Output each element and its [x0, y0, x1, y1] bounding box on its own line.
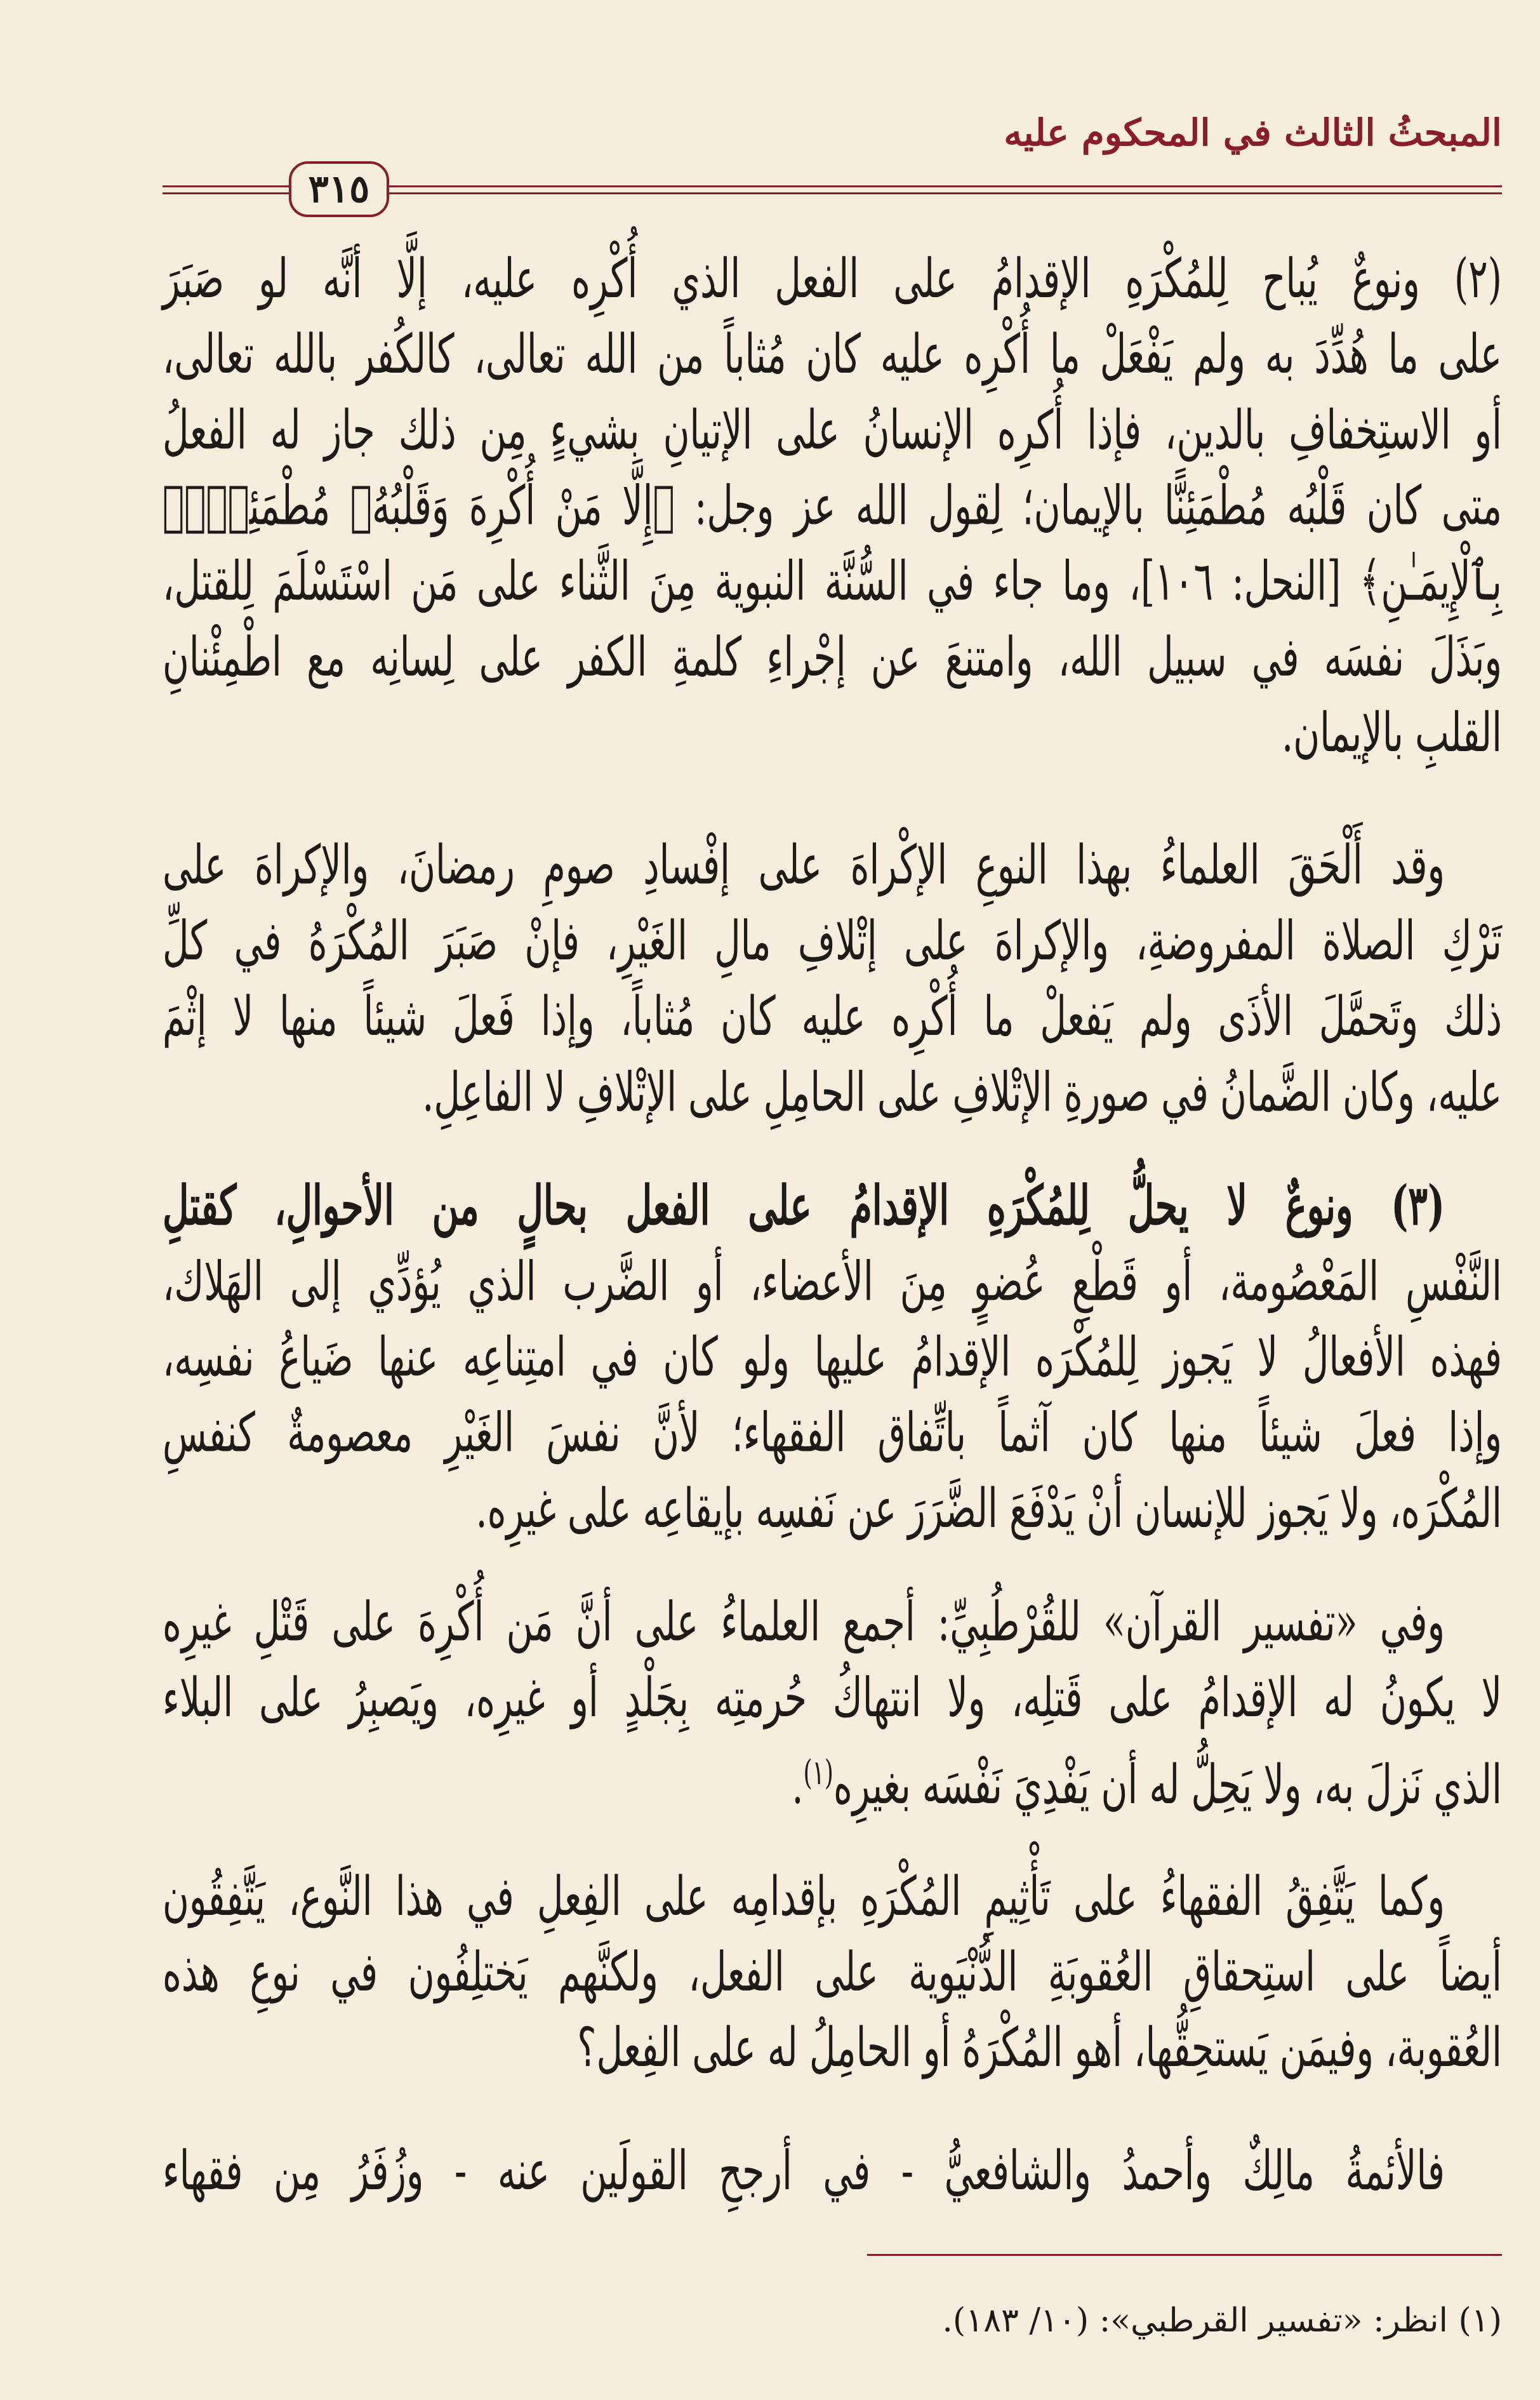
page-number: ٣١٥ [289, 161, 389, 217]
paragraph-line: أو الاستِخفافِ بالدين، فإذا أُكرِه الإنسانُ على الإتيانِ بشيءٍ مِن ذلك جاز له الفعلُ [163, 399, 1502, 462]
paragraph-line: عليه، وكان الضَّمانُ في صورةِ الإتْلافِ على الحامِلِ على الإتْلافِ لا الفاعِلِ. [422, 1061, 1502, 1124]
paragraph-line: (٣) ونوعٌ لا يحلُّ لِلمُكْرَهِ الإقدامُ على الفعل بحالٍ من الأحوالِ، كقتلِ [163, 1174, 1445, 1237]
paragraph-line: أيضاً على استِحقاقِ العُقوبَةِ الدُّنْيَوية على الفعل، ولكنَّهم يَختلِفُون في نوعِ هذه [163, 1941, 1502, 2004]
chapter-title: المبحثُ الثالث في المحكوم عليه [1004, 111, 1502, 154]
paragraph-line: (٢) ونوعٌ يُباح لِلمُكْرَهِ الإقدامُ على الفعل الذي أُكْرِه عليه، إلَّا أنَّه لو صَبَرَ [163, 248, 1502, 310]
footnote: (١) انظر: «تفسير القرطبي»: (١٠/ ١٨٣). [942, 2302, 1502, 2340]
paragraph-line: متى كان قَلْبُه مُطْمَئِنًّا بالإيمان؛ لِقول الله عز وجل: ﴿إِلَّا مَنْ أُكْرِهَ وَقَلْبُهُۥ مُطْمَئِنٌّۢ [163, 475, 1502, 538]
paragraph-line: وفي «تفسير القرآن» للقُرْطُبِيِّ: أجمع العلماءُ على أنَّ مَن أُكْرِهَ على قَتْلِ غيرِه [163, 1591, 1445, 1654]
paragraph-line: على ما هُدِّدَ به ولم يَفْعَلْ ما أُكْرِه عليه كان مُثاباً من الله تعالى، كالكُفر بالله تعالى، [163, 323, 1502, 386]
paragraph-line: النَّفْسِ المَعْصُومة، أو قَطْعِ عُضوٍ مِنَ الأعضاء، أو الضَّرب الذي يُؤدِّي إلى الهَلاك، [163, 1250, 1502, 1314]
footnote-separator [867, 2254, 1502, 2256]
paragraph-line: ذلك وتَحمَّلَ الأذَى ولم يَفعلْ ما أُكْرِه عليه كان مُثاباً، وإذا فَعلَ شيئاً منها لا إثْمَ [163, 985, 1502, 1048]
paragraph-line: فهذه الأفعالُ لا يَجوز لِلمُكْرَه الإقدامُ عليها ولو كان في امتِناعِه عنها ضَياعُ نفسِه، [163, 1326, 1502, 1389]
paragraph-line: المُكْرَه، ولا يَجوز للإنسان أنْ يَدْفَعَ الضَّرَرَ عن نَفسِه بإيقاعِه على غيرِه. [475, 1477, 1502, 1540]
paragraph-line: تَرْكِ الصلاة المفروضةِ، والإكراهَ على إتْلافِ مالِ الغَيْرِ، فإنْ صَبَرَ المُكْرَهُ في كلِّ [163, 910, 1502, 973]
paragraph-line: وكما يَتَّفِقُ الفقهاءُ على تَأْثِيمِ المُكْرَهِ بإقدامِه على الفِعلِ في هذا النَّوع، يَتَّفِقُون [163, 1865, 1445, 1928]
paragraph-line: فالأئمةُ مالِكٌ وأحمدُ والشافعيُّ - في أرجحِ القولَين عنه - وزُفَرُ مِن فقهاء [163, 2140, 1445, 2203]
footnote-marker[interactable]: (١) [803, 1754, 833, 1793]
paragraph-line: العُقوبة، وفيمَن يَستحِقُّها، أهو المُكْرَهُ أو الحامِلُ له على الفِعل؟ [577, 2017, 1502, 2080]
paragraph-line-text: الذي نَزلَ به، ولا يَحِلُّ له أن يَفْدِيَ نَفْسَه بغيرِه [833, 1754, 1502, 1817]
paragraph-line: وإذا فعلَ شيئاً منها كان آثماً باتِّفاق الفقهاء؛ لأنَّ نفسَ الغَيْرِ معصومةٌ كنفسِ [163, 1402, 1502, 1465]
paragraph-line-with-footnote: الذي نَزلَ به، ولا يَحِلُّ له أن يَفْدِيَ نَفْسَه بغيرِه$^{(١)}$. [792, 1754, 1502, 1817]
paragraph-line: القلبِ بالإيمان. [1282, 702, 1502, 764]
paragraph-line: بِٱلْإِيمَـٰنِ﴾ [النحل: ١٠٦]، وما جاء في السُّنَّة النبوية مِنَ الثَّناء على مَن اسْتَسْلَمَ لِلقتل، [163, 550, 1502, 613]
paragraph-line: وبَذَلَ نفسَه في سبيل الله، وامتنعَ عن إجْراءِ كلمةِ الكفر على لِسانِه مع اطْمِئْنانِ [163, 626, 1502, 689]
paragraph-line: لا يكونُ له الإقدامُ على قَتلِه، ولا انتهاكُ حُرمتِه بِجَلْدٍ أو غيرِه، ويَصبِرُ على البلاء [163, 1667, 1502, 1730]
paragraph-line: وقد أَلْحَقَ العلماءُ بهذا النوعِ الإكْراهَ على إفْسادِ صومِ رمضانَ، والإكراهَ على [163, 834, 1445, 897]
